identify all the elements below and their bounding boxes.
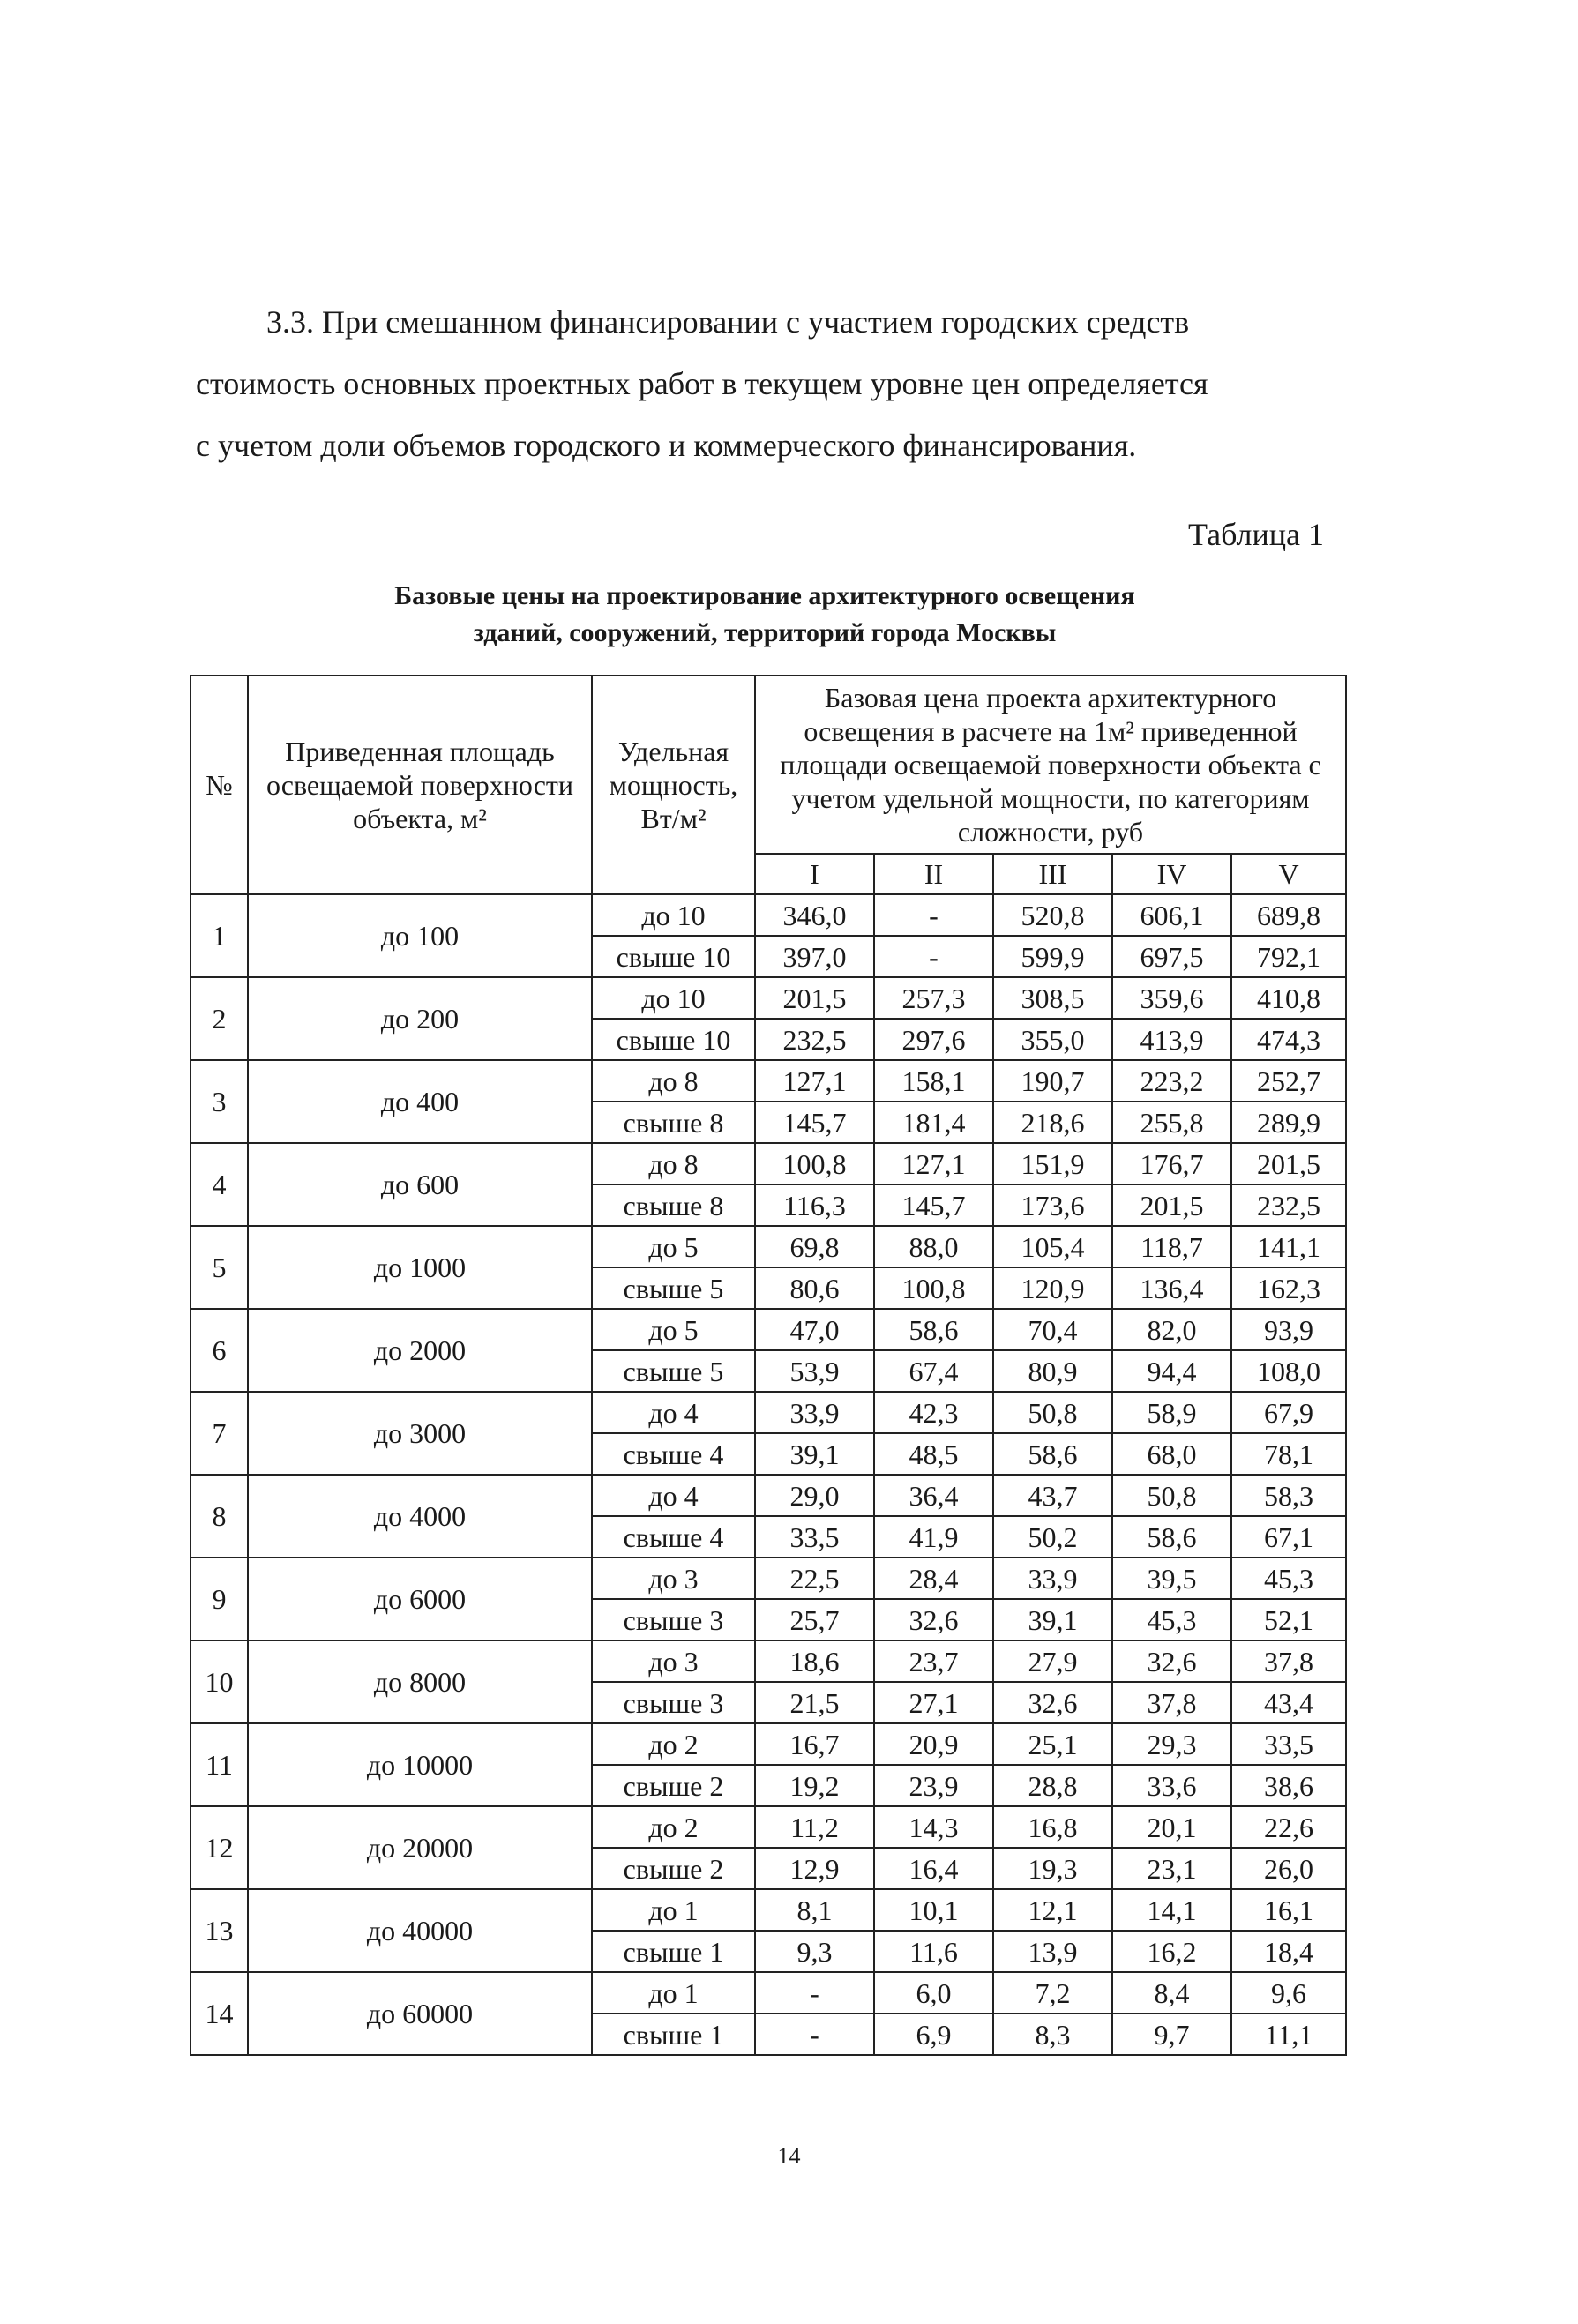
table-row [191,1475,1346,1516]
header-category: III [993,854,1112,894]
price-cell: 47,0 [755,1309,874,1350]
header-category: I [755,854,874,894]
price-cell: 11,6 [874,1931,993,1972]
page-number: 14 [777,2143,801,2169]
row-number: 14 [191,1972,248,2055]
price-table [190,675,1347,2056]
price-cell: 201,5 [755,977,874,1019]
price-cell: 8,4 [1112,1972,1231,2014]
price-cell: 33,9 [755,1392,874,1433]
power-cell: до 8 [592,1143,755,1184]
area-cell: до 60000 [248,1972,592,2055]
row-number: 11 [191,1723,248,1806]
power-cell: свыше 1 [592,1931,755,1972]
price-cell: 218,6 [993,1102,1112,1143]
price-cell: 29,0 [755,1475,874,1516]
price-cell: 359,6 [1112,977,1231,1019]
power-cell: свыше 3 [592,1599,755,1640]
power-cell: свыше 10 [592,1019,755,1060]
price-cell: 12,1 [993,1889,1112,1931]
price-cell: - [874,936,993,977]
price-cell: 39,1 [755,1433,874,1475]
price-cell: 22,5 [755,1558,874,1599]
price-cell: 7,2 [993,1972,1112,2014]
row-number: 5 [191,1226,248,1309]
price-cell: 136,4 [1112,1267,1231,1309]
price-cell: 10,1 [874,1889,993,1931]
area-cell: до 40000 [248,1889,592,1972]
table-row [191,977,1346,1019]
price-cell: 94,4 [1112,1350,1231,1392]
price-cell: 8,1 [755,1889,874,1931]
price-cell: 58,6 [993,1433,1112,1475]
area-cell: до 400 [248,1060,592,1143]
area-cell: до 600 [248,1143,592,1226]
price-cell: 108,0 [1231,1350,1346,1392]
price-cell: 29,3 [1112,1723,1231,1765]
price-cell: 27,9 [993,1640,1112,1682]
price-cell: 13,9 [993,1931,1112,1972]
area-cell: до 8000 [248,1640,592,1723]
price-cell: 25,7 [755,1599,874,1640]
price-cell: 25,1 [993,1723,1112,1765]
caption-line: зданий, сооружений, территорий города Москвы [473,618,1057,647]
area-cell: до 10000 [248,1723,592,1806]
price-cell: 255,8 [1112,1102,1231,1143]
price-cell: 14,1 [1112,1889,1231,1931]
power-cell: свыше 8 [592,1102,755,1143]
header-category: IV [1112,854,1231,894]
power-cell: до 5 [592,1309,755,1350]
caption-line: Базовые цены на проектирование архитектурного освещения [394,581,1135,610]
header-area: Приведенная площадь освещаемой поверхности объекта, м² [248,676,592,894]
price-cell: 43,4 [1231,1682,1346,1723]
price-cell: 127,1 [874,1143,993,1184]
area-cell: до 100 [248,894,592,977]
power-cell: свыше 8 [592,1184,755,1226]
intro-paragraph [196,291,1334,476]
price-cell: 410,8 [1231,977,1346,1019]
price-cell: - [755,2014,874,2055]
row-number: 13 [191,1889,248,1972]
price-cell: - [755,1972,874,2014]
area-cell: до 1000 [248,1226,592,1309]
table-row [191,1226,1346,1267]
price-cell: 19,3 [993,1848,1112,1889]
price-cell: 43,7 [993,1475,1112,1516]
power-cell: свыше 2 [592,1765,755,1806]
power-cell: до 3 [592,1640,755,1682]
price-cell: 22,6 [1231,1806,1346,1848]
price-cell: 58,6 [1112,1516,1231,1558]
price-cell: 792,1 [1231,936,1346,977]
table-row [191,1309,1346,1350]
price-cell: 19,2 [755,1765,874,1806]
power-cell: свыше 5 [592,1350,755,1392]
price-cell: 23,9 [874,1765,993,1806]
table-row [191,1889,1346,1931]
area-cell: до 3000 [248,1392,592,1475]
price-cell: 355,0 [993,1019,1112,1060]
price-cell: 346,0 [755,894,874,936]
price-cell: 474,3 [1231,1019,1346,1060]
price-cell: 120,9 [993,1267,1112,1309]
table-row [191,1972,1346,2014]
row-number: 3 [191,1060,248,1143]
price-cell: 23,1 [1112,1848,1231,1889]
price-cell: 8,3 [993,2014,1112,2055]
power-cell: свыше 10 [592,936,755,977]
price-cell: 11,2 [755,1806,874,1848]
price-cell: 16,7 [755,1723,874,1765]
price-cell: 58,9 [1112,1392,1231,1433]
price-cell: 397,0 [755,936,874,977]
price-cell: 16,2 [1112,1931,1231,1972]
price-cell: 88,0 [874,1226,993,1267]
price-cell: 80,6 [755,1267,874,1309]
price-cell: 697,5 [1112,936,1231,977]
table-row [191,1640,1346,1682]
power-cell: до 3 [592,1558,755,1599]
price-cell: 6,9 [874,2014,993,2055]
price-cell: 20,9 [874,1723,993,1765]
price-cell: 37,8 [1112,1682,1231,1723]
price-cell: 32,6 [1112,1640,1231,1682]
price-cell: 223,2 [1112,1060,1231,1102]
price-cell: 190,7 [993,1060,1112,1102]
row-number: 12 [191,1806,248,1889]
price-cell: 308,5 [993,977,1112,1019]
row-number: 2 [191,977,248,1060]
row-number: 10 [191,1640,248,1723]
price-cell: 6,0 [874,1972,993,2014]
price-cell: 16,4 [874,1848,993,1889]
price-cell: 118,7 [1112,1226,1231,1267]
power-cell: до 4 [592,1392,755,1433]
price-cell: 100,8 [755,1143,874,1184]
power-cell: до 2 [592,1723,755,1765]
power-cell: свыше 4 [592,1433,755,1475]
price-cell: 173,6 [993,1184,1112,1226]
table-row [191,1060,1346,1102]
price-cell: 297,6 [874,1019,993,1060]
price-cell: 58,3 [1231,1475,1346,1516]
row-number: 9 [191,1558,248,1640]
price-cell: 45,3 [1112,1599,1231,1640]
table-row [191,1392,1346,1433]
price-cell: 100,8 [874,1267,993,1309]
price-cell: 176,7 [1112,1143,1231,1184]
header-price: Базовая цена проекта архитектурного освещения в расчете на 1м² приведенной площади освещаемой поверхности объекта с учетом удельной мощности, по категориям сложности, руб [755,676,1346,854]
header-category: II [874,854,993,894]
price-cell: 78,1 [1231,1433,1346,1475]
price-cell: 21,5 [755,1682,874,1723]
price-cell: 413,9 [1112,1019,1231,1060]
power-cell: до 8 [592,1060,755,1102]
paragraph-line: 3.3. При смешанном финансировании с участием городских средств [266,304,1190,340]
price-cell: 68,0 [1112,1433,1231,1475]
row-number: 6 [191,1309,248,1392]
price-cell: 9,7 [1112,2014,1231,2055]
price-cell: 201,5 [1112,1184,1231,1226]
price-cell: 158,1 [874,1060,993,1102]
table-caption [196,578,1334,652]
power-cell: свыше 3 [592,1682,755,1723]
price-cell: 28,4 [874,1558,993,1599]
power-cell: до 10 [592,977,755,1019]
price-cell: 45,3 [1231,1558,1346,1599]
table-row [191,1558,1346,1599]
row-number: 7 [191,1392,248,1475]
price-cell: 181,4 [874,1102,993,1143]
price-cell: 70,4 [993,1309,1112,1350]
price-cell: 599,9 [993,936,1112,977]
price-cell: 18,6 [755,1640,874,1682]
price-cell: 145,7 [874,1184,993,1226]
price-cell: 42,3 [874,1392,993,1433]
price-cell: 201,5 [1231,1143,1346,1184]
price-cell: 20,1 [1112,1806,1231,1848]
price-cell: 141,1 [1231,1226,1346,1267]
power-cell: свыше 1 [592,2014,755,2055]
row-number: 4 [191,1143,248,1226]
price-cell: 232,5 [1231,1184,1346,1226]
price-cell: 32,6 [874,1599,993,1640]
power-cell: свыше 4 [592,1516,755,1558]
price-cell: 26,0 [1231,1848,1346,1889]
price-cell: 50,8 [1112,1475,1231,1516]
price-cell: 252,7 [1231,1060,1346,1102]
power-cell: до 10 [592,894,755,936]
price-cell: 53,9 [755,1350,874,1392]
power-cell: до 2 [592,1806,755,1848]
row-number: 1 [191,894,248,977]
price-cell: 151,9 [993,1143,1112,1184]
price-cell: 105,4 [993,1226,1112,1267]
paragraph-line: стоимость основных проектных работ в текущем уровне цен определяется [196,366,1208,401]
price-cell: 520,8 [993,894,1112,936]
power-cell: до 1 [592,1972,755,2014]
row-number: 8 [191,1475,248,1558]
price-cell: 606,1 [1112,894,1231,936]
price-cell: 58,6 [874,1309,993,1350]
price-cell: 39,5 [1112,1558,1231,1599]
price-cell: 67,9 [1231,1392,1346,1433]
price-cell: 33,9 [993,1558,1112,1599]
header-power: Удельная мощность, Вт/м² [592,676,755,894]
table-row [191,1806,1346,1848]
power-cell: до 1 [592,1889,755,1931]
price-cell: 33,5 [755,1516,874,1558]
price-cell: 28,8 [993,1765,1112,1806]
header-num: № [191,676,248,894]
price-cell: 69,8 [755,1226,874,1267]
price-cell: 82,0 [1112,1309,1231,1350]
price-cell: 12,9 [755,1848,874,1889]
table-row [191,1143,1346,1184]
price-cell: 23,7 [874,1640,993,1682]
power-cell: до 5 [592,1226,755,1267]
price-cell: 162,3 [1231,1267,1346,1309]
price-cell: 50,2 [993,1516,1112,1558]
price-cell: 32,6 [993,1682,1112,1723]
area-cell: до 6000 [248,1558,592,1640]
power-cell: свыше 5 [592,1267,755,1309]
table-body [191,894,1346,2055]
price-cell: 689,8 [1231,894,1346,936]
price-cell: 80,9 [993,1350,1112,1392]
price-cell: 52,1 [1231,1599,1346,1640]
area-cell: до 200 [248,977,592,1060]
price-cell: 127,1 [755,1060,874,1102]
price-cell: 50,8 [993,1392,1112,1433]
area-cell: до 2000 [248,1309,592,1392]
header-row [191,676,1346,854]
price-cell: 33,5 [1231,1723,1346,1765]
price-cell: 67,1 [1231,1516,1346,1558]
price-cell: 9,6 [1231,1972,1346,2014]
price-cell: 145,7 [755,1102,874,1143]
table-row [191,894,1346,936]
header-category: V [1231,854,1346,894]
price-cell: 33,6 [1112,1765,1231,1806]
price-cell: 232,5 [755,1019,874,1060]
price-cell: 67,4 [874,1350,993,1392]
price-cell: 18,4 [1231,1931,1346,1972]
price-cell: 41,9 [874,1516,993,1558]
price-cell: 11,1 [1231,2014,1346,2055]
paragraph-line: с учетом доли объемов городского и коммерческого финансирования. [196,428,1137,463]
price-cell: 38,6 [1231,1765,1346,1806]
price-cell: 116,3 [755,1184,874,1226]
price-cell: 9,3 [755,1931,874,1972]
price-cell: 48,5 [874,1433,993,1475]
price-cell: 37,8 [1231,1640,1346,1682]
price-cell: - [874,894,993,936]
price-cell: 93,9 [1231,1309,1346,1350]
area-cell: до 4000 [248,1475,592,1558]
table-label: Таблица 1 [1188,517,1324,552]
price-cell: 257,3 [874,977,993,1019]
price-cell: 36,4 [874,1475,993,1516]
price-cell: 16,1 [1231,1889,1346,1931]
price-cell: 27,1 [874,1682,993,1723]
price-cell: 39,1 [993,1599,1112,1640]
power-cell: свыше 2 [592,1848,755,1889]
price-cell: 14,3 [874,1806,993,1848]
price-cell: 16,8 [993,1806,1112,1848]
area-cell: до 20000 [248,1806,592,1889]
table-row [191,1723,1346,1765]
power-cell: до 4 [592,1475,755,1516]
price-cell: 289,9 [1231,1102,1346,1143]
